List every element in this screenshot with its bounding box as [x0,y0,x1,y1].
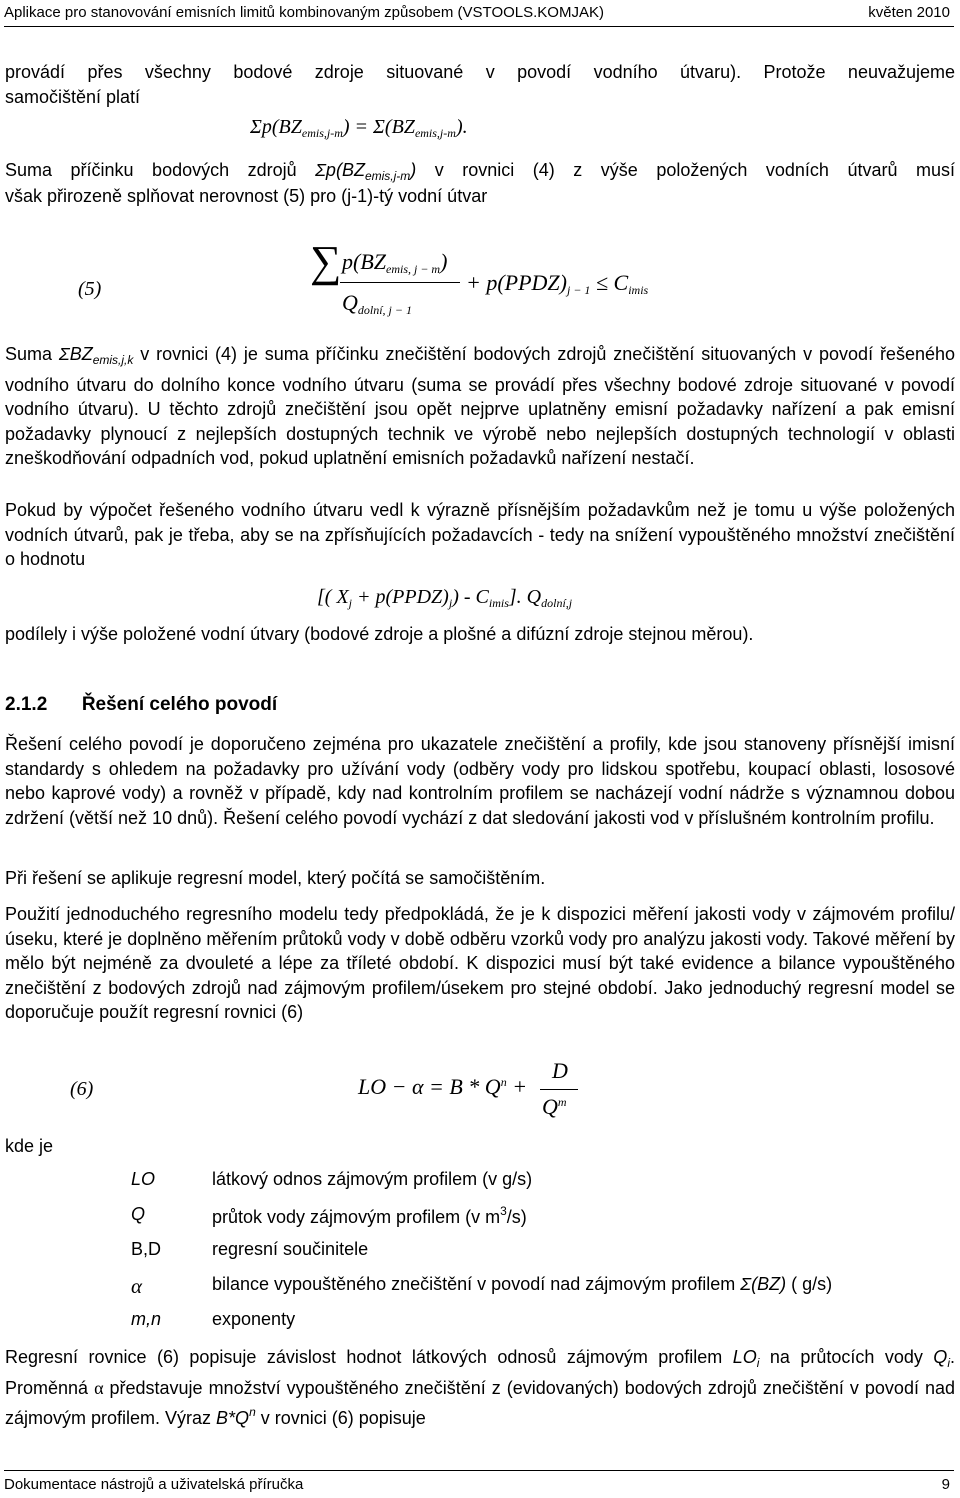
sum-symbol: ∑ [310,237,342,286]
paragraph: Suma $\Sigma BZ_{emis,j,k}$ v rovnici (4) je suma příčinku znečištění bodových zdrojů znečištění situovaných v povodí řešeného vodního útvaru do dolního konce vodního útvaru (suma se provádí přes všechny bodové zdroje situované v povodí vodního útvaru). U těchto zdrojů znečištění jsou opět nejprve uplatněny emisní požadavky nařízení a pak emisní požadavky plynoucí z nejlepších dostupných technik ve výrobě nebo nejlepších dostupných technologií v oblasti zneškodňování odpadních vod, pokud uplatnění emisních požadavků nařízení nestačí. [5,344,955,469]
paragraph-line: samočištění platí [5,87,141,107]
paragraph: Řešení celého povodí je doporučeno zejména pro ukazatele znečištění a profily, kde jsou stanoveny přísnější imisní standardy s ohledem na požadavky pro užívání vody (odběry vody pro lidskou spotřebu, koupací oblasti, lososové nebo kaprové vody) a rovněž v případě, kdy nad kontrolním profilem se nacházejí vodní nádrže s významnou dobou zdržení (větší než 10 dnů). Řešení celého povodí vychází z dat sledování jakosti vod v příslušném kontrolním profilu. [5,734,955,828]
definition-symbol: LO [131,1169,156,1189]
definition-text: průtok vody zájmovým profilem (v $m^3/s$) [212,1204,527,1227]
equation-5-right: + $p(PPDZ)_{j - 1} \le C_{imis}$ [466,270,649,297]
page-header [4,4,954,21]
paragraph: Použití jednoduchého regresního modelu tedy předpokládá, že je k dispozici měření jakosti vody v zájmovém profilu/úseku, které je doplněno měřením průtoků vody v době odběru vzorků vody pro analýzu jakosti vody. Takové měření by mělo být nejméně za dvouleté a lépe za tříleté období. K dispozici musí být také evidence a bilance vypouštěného znečištění z bodových zdrojů nad zájmovým profilem/úsekem pro stejné období. Jako jednoduchý regresní model se doporučuje použít regresní rovnici (6) [5,904,955,1023]
equation-6-denominator: $Q^m$ [542,1094,567,1119]
paragraph-line: provádí přes všechny bodové zdroje situované v povodí vodního útvaru). Protože neuvažujeme [5,62,955,82]
header-rule [4,26,954,27]
definition-text: regresní součinitele [212,1239,369,1259]
paragraph: Pokud by výpočet řešeného vodního útvaru vedl k výrazně přísnějším požadavkům než je tomu u výše položených vodních útvarů, pak je třeba, aby se na zpřísňujících požadavcích - tedy na snížení vypouštěného množství znečištění o hodnotu [5,500,955,570]
fraction-bar [340,282,460,283]
footer-title: Dokumentace nástrojů a uživatelská příručka [4,1476,304,1493]
definition-text: látkový odnos zájmovým profilem (v g/s) [212,1169,533,1189]
fraction-bar [540,1089,578,1090]
definition-symbol: B,D [131,1239,162,1259]
equation-no-selfpurification: $\Sigma p(BZ_{emis,j-m}) = \Sigma(BZ_{emis,j-m})$. [250,116,468,140]
reduction-expression: [( $X_j$ + $p(PPDZ)_j) - C_{imis}$]. $Q_{dolní,j}$ [317,586,573,610]
page-footer [4,1476,954,1493]
equation-label-5: (5) [78,278,102,300]
definition-text: bilance vypouštěného znečištění v povodí nad zájmovým profilem Σ(BZ) ( g/s) [212,1274,833,1294]
section-number: 2.1.2 [5,694,48,715]
where-label: kde je [5,1136,54,1156]
definition-symbol: α [131,1274,143,1298]
section-heading [5,694,277,716]
equation-label-6: (6) [70,1078,94,1100]
definition-symbol: Q [131,1204,146,1224]
header-title: Aplikace pro stanovování emisních limitů kombinovaným způsobem (VSTOOLS.KOMJAK) [4,4,604,21]
equation-6-lhs: LO − $\alpha = B * Q^n$ + [358,1074,528,1099]
definition-text: exponenty [212,1309,296,1329]
footer-rule [4,1470,954,1471]
equation-6-numerator: D [552,1058,568,1083]
paragraph-line: Suma příčinku bodových zdrojů $\Sigma p(BZ_{emis,j-m})$ v rovnici (4) z výše položených vodních útvarů musí [5,160,955,183]
section-title: Řešení celého povodí [81,694,278,715]
fraction-denominator: $Q_{dolní, j - 1}$ [342,290,412,317]
fraction-numerator: $p(BZ_{emis, j - m})$ [342,249,448,276]
paragraph-line: Při řešení se aplikuje regresní model, který počítá se samočištěním. [5,868,546,888]
page-number: 9 [941,1476,950,1493]
header-date: květen 2010 [868,4,950,21]
paragraph-line: však přirozeně splňovat nerovnost (5) pro (j-1)-tý vodní útvar [5,186,488,206]
paragraph-line: podílely i výše položené vodní útvary (bodové zdroje a plošné a difúzní zdroje stejnou měrou). [5,624,754,644]
definition-symbol: m,n [131,1309,162,1329]
paragraph: Regresní rovnice (6) popisuje závislost hodnot látkových odnosů zájmovým profilem $LO_i$ na průtocích vody $Q_i$. Proměnná α představuje množství vypouštěného znečištění z (evidovaných) bodových zdrojů znečištění v povodí nad zájmovým profilem. Výraz $B*Q^n$ v rovnici (6) popisuje [5,1347,955,1429]
